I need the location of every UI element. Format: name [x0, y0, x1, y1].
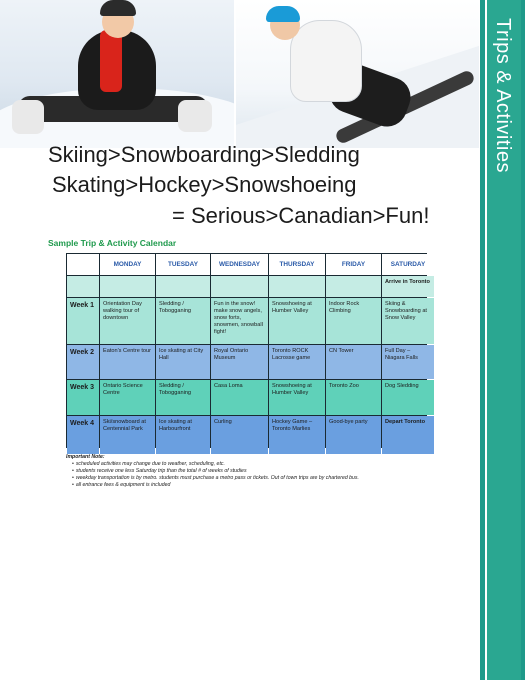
week3-tuesday: Sledding / Tobogganing [156, 380, 210, 415]
week3-wednesday: Casa Loma [211, 380, 268, 415]
skater-scarf [100, 30, 122, 92]
arrival-row-tuesday [156, 276, 210, 297]
week4-tuesday: Ice skating at Harbourfront [156, 416, 210, 454]
notes-title: Important Note: [66, 454, 105, 460]
week1-thursday: Snowshoeing at Humber Valley [269, 298, 325, 344]
activity-calendar [66, 253, 430, 448]
note-item: • weekday transportation is by metro. students must purchase a metro pass or tickets. Out of town trips are by chartered bus. [72, 475, 466, 482]
day-header-wednesday: WEDNESDAY [211, 254, 268, 275]
week1-wednesday: Fun in the snow! make snow angels, snow forts, snowmen, snowball fight! [211, 298, 268, 344]
week4-monday: Ski/snowboard at Centennial Park [100, 416, 155, 454]
week3-monday: Ontario Science Centre [100, 380, 155, 415]
headline-line-1: Skiing>Snowboarding>Sledding [48, 142, 360, 167]
arrival-cell: Arrive in Toronto [382, 276, 434, 297]
headline-line-3: = Serious>Canadian>Fun! [172, 203, 430, 228]
week2-tuesday: Ice skating at City Hall [156, 345, 210, 379]
sidebar-title-text: Trips & Activities [491, 17, 514, 173]
note-item: • scheduled activities may change due to weather, scheduling, etc. [72, 461, 466, 468]
skater-hat [100, 0, 136, 16]
week-label-1: Week 1 [67, 298, 99, 344]
week2-monday: Eaton's Centre tour [100, 345, 155, 379]
week4-wednesday: Curling [211, 416, 268, 454]
snowboarder-jacket [290, 20, 362, 102]
week1-saturday: Skiing & Snowboarding at Snow Valley [382, 298, 434, 344]
arrival-row-thursday [269, 276, 325, 297]
headline-line-2: Skating>Hockey>Snowshoeing [52, 172, 357, 197]
week3-saturday: Dog Sledding [382, 380, 434, 415]
note-item: • students receive one less Saturday trip than the total # of weeks of studies [72, 468, 466, 475]
day-header-tuesday: TUESDAY [156, 254, 210, 275]
week-label-3: Week 3 [67, 380, 99, 415]
day-header-saturday: SATURDAY [382, 254, 434, 275]
note-item: • all entrance fees & equipment is included [72, 482, 466, 489]
week2-wednesday: Royal Ontario Museum [211, 345, 268, 379]
week2-thursday: Toronto ROCK Lacrosse game [269, 345, 325, 379]
day-header-thursday: THURSDAY [269, 254, 325, 275]
week4-thursday: Hockey Game – Toronto Marlies [269, 416, 325, 454]
week3-thursday: Snowshoeing at Humber Valley [269, 380, 325, 415]
notes-list [66, 461, 466, 489]
arrival-row-wednesday [211, 276, 268, 297]
arrival-row-friday [326, 276, 381, 297]
week1-monday: Orientation Day walking tour of downtown [100, 298, 155, 344]
week3-friday: Toronto Zoo [326, 380, 381, 415]
arrival-row-monday [100, 276, 155, 297]
important-notes [66, 454, 466, 489]
skate-left [12, 100, 44, 134]
skate-right [178, 100, 212, 132]
day-header-friday: FRIDAY [326, 254, 381, 275]
week1-friday: Indoor Rock Climbing [326, 298, 381, 344]
week1-tuesday: Sledding / Tobogganing [156, 298, 210, 344]
calendar-title: Sample Trip & Activity Calendar [48, 238, 177, 248]
arrival-row-label [67, 276, 99, 297]
day-header-monday: MONDAY [100, 254, 155, 275]
week4-saturday: Depart Toronto [382, 416, 434, 454]
week-label-2: Week 2 [67, 345, 99, 379]
week2-saturday: Full Day – Niagara Falls [382, 345, 434, 379]
week-label-4: Week 4 [67, 416, 99, 454]
snowboarder-hat [266, 6, 300, 22]
week4-friday: Good-bye party [326, 416, 381, 454]
week2-friday: CN Tower [326, 345, 381, 379]
corner-cell [67, 254, 99, 275]
